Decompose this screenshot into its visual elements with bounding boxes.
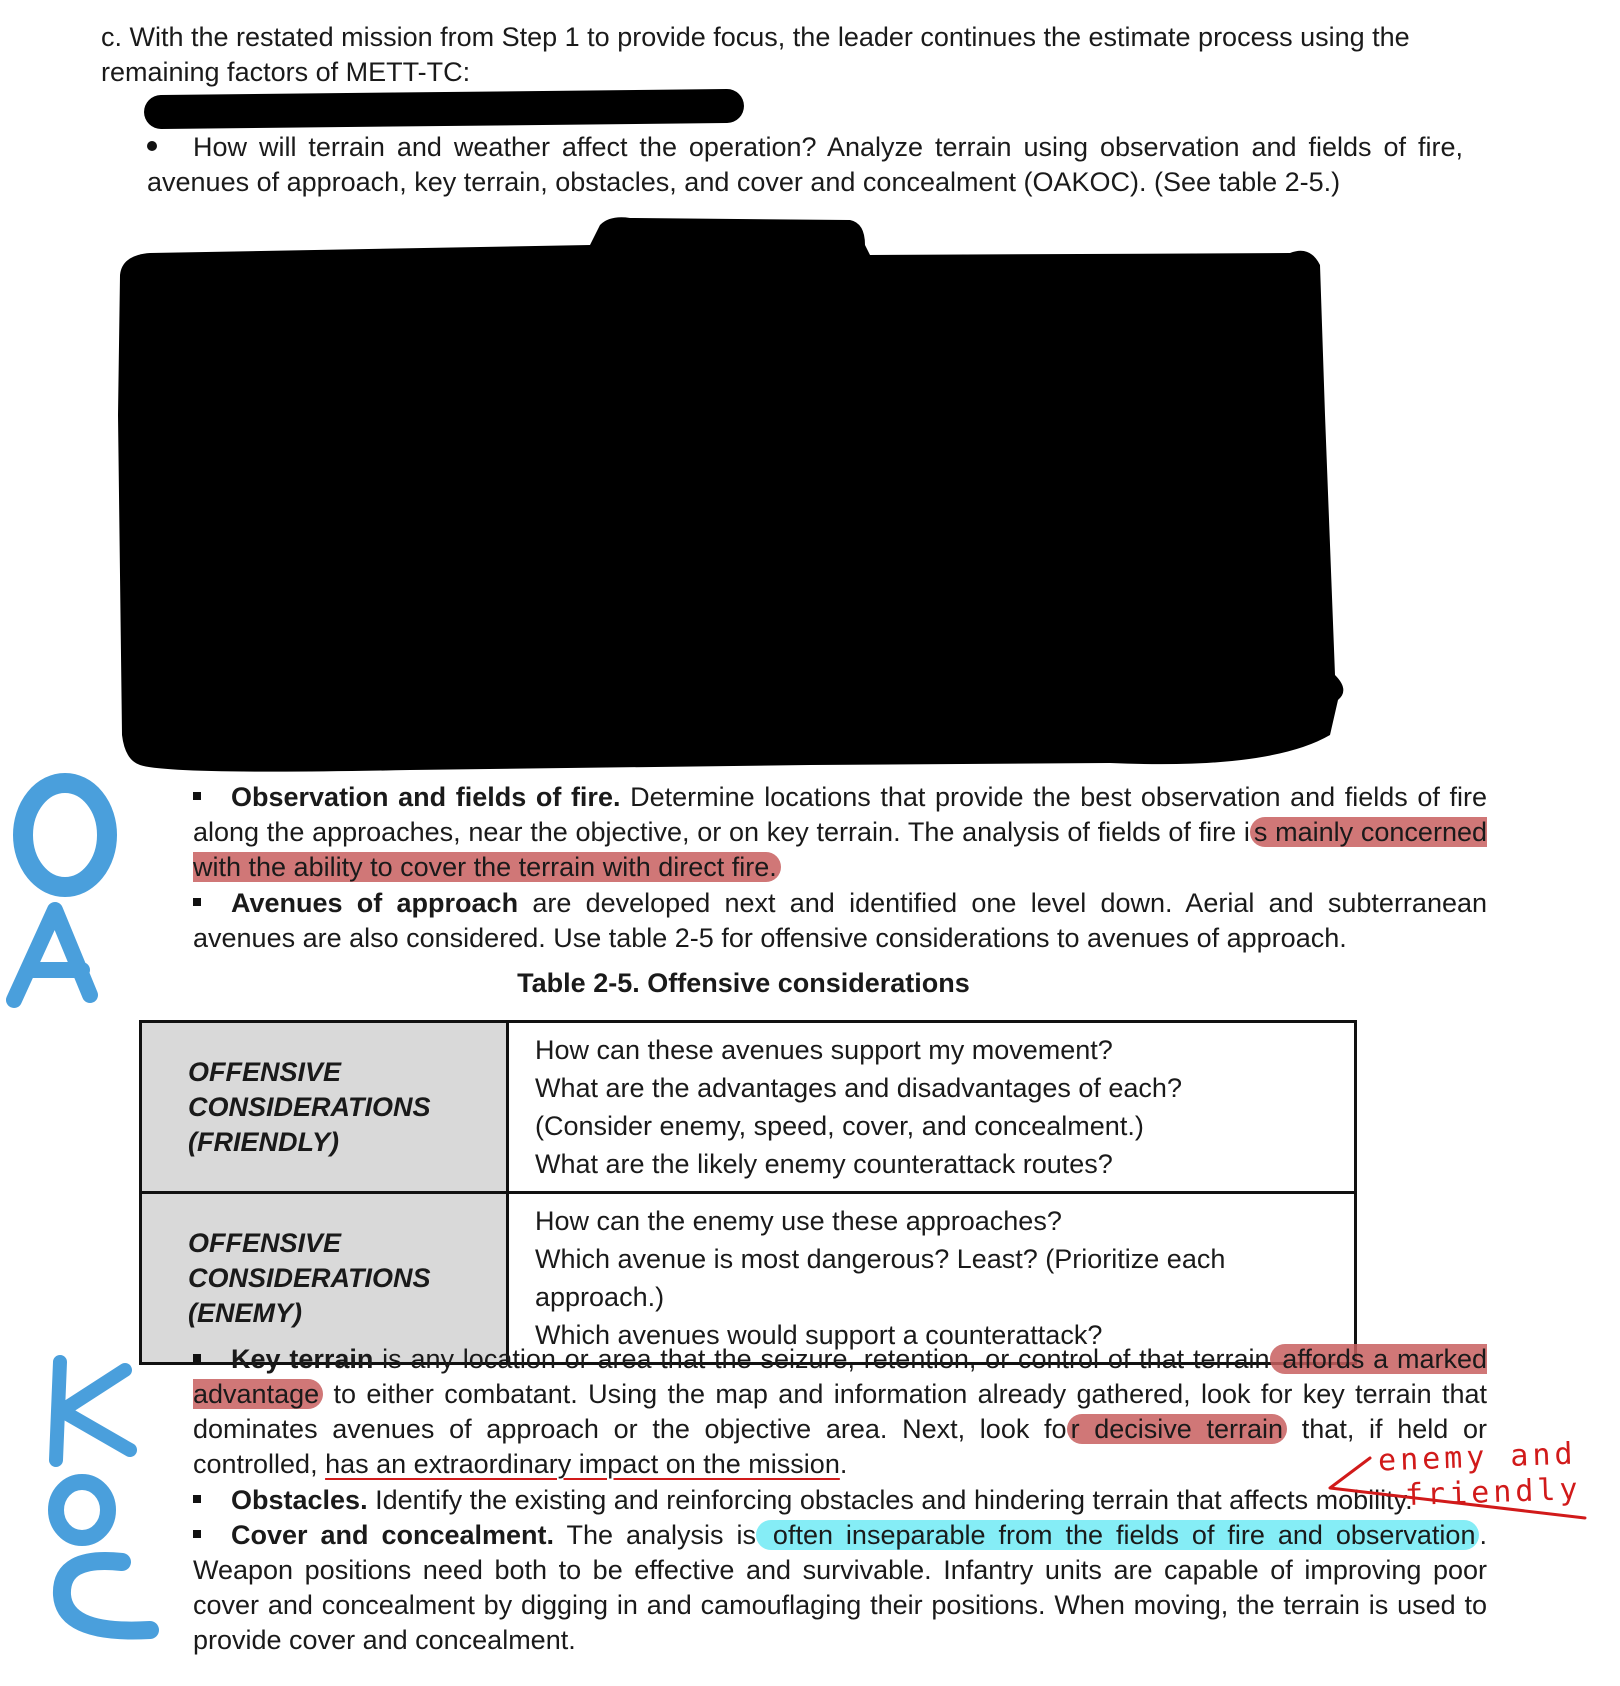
decisive-terrain-highlight: r decisive terrain <box>1067 1414 1288 1444</box>
row-questions-enemy <box>508 1193 1356 1364</box>
question-item: What are the advantages and disadvantages of each? (Consider enemy, speed, cover, and concealment.) <box>535 1073 1182 1141</box>
bullet-square <box>193 1354 201 1362</box>
row-label-enemy: OFFENSIVE CONSIDERATIONS (ENEMY) <box>141 1193 508 1364</box>
row-questions-friendly <box>508 1022 1356 1193</box>
table-row <box>141 1022 1356 1193</box>
key-terrain-paragraph: Key terrain is any location or area that the seizure, retention, or control of that terrain affords a marked advantage to either combatant. Using the map and information already gathered, look for key terrain that dominates avenues of approach or the objective area. Next, look fo r decisive terrain that, if held or controlled, has an extraordinary impact on the mission. <box>193 1344 1488 1479</box>
cover-heading: Cover and concealment. <box>231 1520 555 1550</box>
handwritten-letter-o <box>56 1482 108 1538</box>
bullet-square <box>193 898 201 906</box>
handwritten-oa <box>0 770 150 1010</box>
bullet-dot <box>147 141 157 151</box>
handwritten-note-line2: friendly <box>1404 1471 1583 1514</box>
terrain-bullet-text: How will terrain and weather affect the operation? Analyze terrain using observation and fields of fire, avenues of approach, key terrain, obstacles, and cover and concealment (OAKOC). (See table 2-5.) <box>147 132 1463 197</box>
avenues-heading: Avenues of approach <box>231 888 519 918</box>
question-item: Which avenue is most dangerous? Least? (Prioritize each approach.) <box>535 1244 1226 1312</box>
key-terrain-heading: Key terrain <box>231 1344 374 1374</box>
obs-highlight: s mainly concerned with the ability to cover the terrain with direct fire. <box>193 817 1487 882</box>
handwritten-note-line1: enemy and <box>1377 1436 1578 1479</box>
handwritten-koc <box>30 1350 170 1650</box>
redaction-block <box>110 215 1390 780</box>
handwritten-letter-c <box>62 1561 150 1631</box>
obs-text: Determine locations that provide the best observation and fields of fire along the approaches, near the objective, or on key terrain. The analysis of fields of fire i <box>193 782 1487 847</box>
handwritten-letter-a <box>14 910 90 1000</box>
key-terrain-highlight: affords a marked advantage <box>193 1344 1487 1409</box>
terrain-bullet <box>147 130 1463 200</box>
cover-paragraph: Cover and concealment. The analysis is often inseparable from the fields of fire and observation . Weapon positions need both to be effective and survivable. Infantry units are capable of improving poor cover and concealment by digging in and camouflaging their positions. When moving, the terrain is used to provide cover and concealment. <box>193 1520 1487 1655</box>
question-item: How can these avenues support my movement? <box>535 1035 1113 1065</box>
obs-heading: Observation and fields of fire. <box>231 782 621 812</box>
impact-underline: has an extraordinary impact on the mission <box>325 1449 840 1479</box>
obs-paragraph <box>193 780 1487 885</box>
obstacles-paragraph <box>193 1483 1487 1518</box>
handwritten-letter-o <box>23 783 107 887</box>
avenues-paragraph <box>193 886 1487 956</box>
question-item: What are the likely enemy counterattack routes? <box>535 1149 1113 1179</box>
bullet-square <box>193 792 201 800</box>
avenues-text: are developed next and identified one level down. Aerial and subterranean avenues are also considered. Use table 2-5 for offensive considerations to avenues of approach. <box>193 888 1488 953</box>
obstacles-heading: Obstacles. <box>231 1485 368 1515</box>
cover-highlight: often inseparable from the fields of fire and observation <box>756 1520 1480 1550</box>
redaction-mark-top <box>144 89 744 129</box>
offensive-considerations-table <box>139 1020 1357 1365</box>
bullet-square <box>193 1495 201 1503</box>
row-label-friendly: OFFENSIVE CONSIDERATIONS (FRIENDLY) <box>141 1022 508 1193</box>
question-item: How can the enemy use these approaches? <box>535 1206 1062 1236</box>
bullet-square <box>193 1530 201 1538</box>
obstacles-text: Identify the existing and reinforcing obstacles and hindering terrain that affects mobility. <box>367 1485 1413 1515</box>
intro-paragraph: c. With the restated mission from Step 1 to provide focus, the leader continues the estimate process using the remaining factors of METT-TC: <box>101 22 1410 87</box>
table-caption: Table 2-5. Offensive considerations <box>517 968 970 998</box>
table-row <box>141 1193 1356 1364</box>
handwritten-letter-k <box>56 1362 130 1460</box>
question-item: Which avenues would support a counterattack? <box>535 1320 1103 1350</box>
